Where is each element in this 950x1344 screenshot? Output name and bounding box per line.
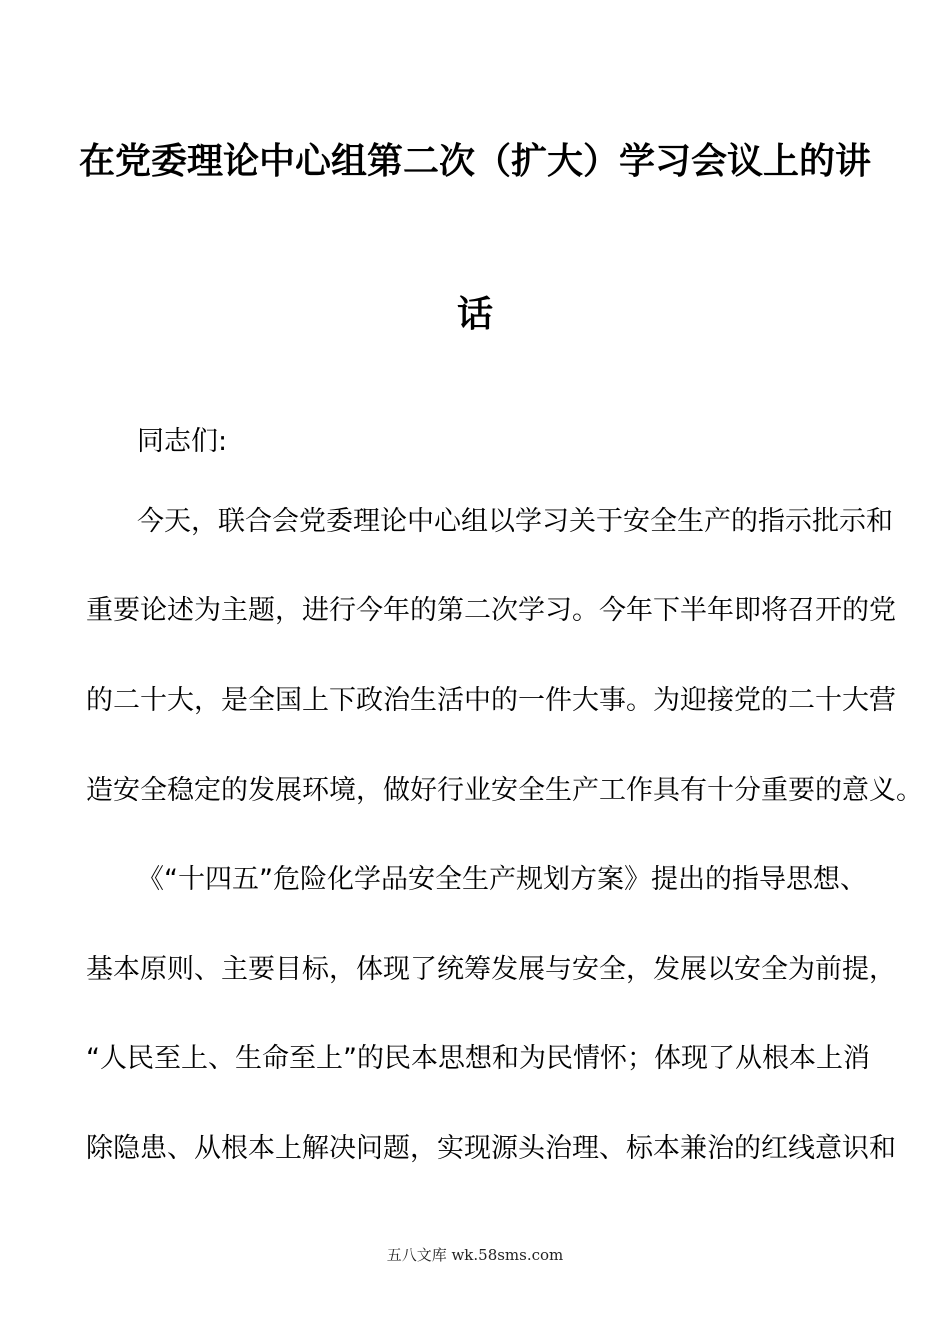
paragraph-2-line-3: “人民至上、生命至上”的民本思想和为民情怀；体现了从根本上消	[86, 1043, 870, 1074]
salutation: 同志们:	[137, 426, 228, 457]
paragraph-2-line-1: 《“十四五”危险化学品安全生产规划方案》提出的指导思想、	[137, 864, 867, 895]
paragraph-1-line-3: 的二十大，是全国上下政治生活中的一件大事。为迎接党的二十大营	[86, 685, 896, 716]
paragraph-2-line-2: 基本原则、主要目标，体现了统筹发展与安全，发展以安全为前提，	[86, 954, 896, 985]
document-title-line-1: 在党委理论中心组第二次（扩大）学习会议上的讲	[78, 141, 871, 182]
document-title-line-2: 话	[456, 294, 493, 335]
paragraph-1-line-4: 造安全稳定的发展环境，做好行业安全生产工作具有十分重要的意义。	[86, 775, 923, 806]
paragraph-2-line-4: 除隐患、从根本上解决问题，实现源头治理、标本兼治的红线意识和	[86, 1133, 896, 1164]
paragraph-1-line-1: 今天，联合会党委理论中心组以学习关于安全生产的指示批示和	[137, 506, 893, 537]
paragraph-1-line-2: 重要论述为主题，进行今年的第二次学习。今年下半年即将召开的党	[86, 595, 896, 626]
footer-watermark: 五八文库 wk.58sms.com	[386, 1246, 564, 1264]
